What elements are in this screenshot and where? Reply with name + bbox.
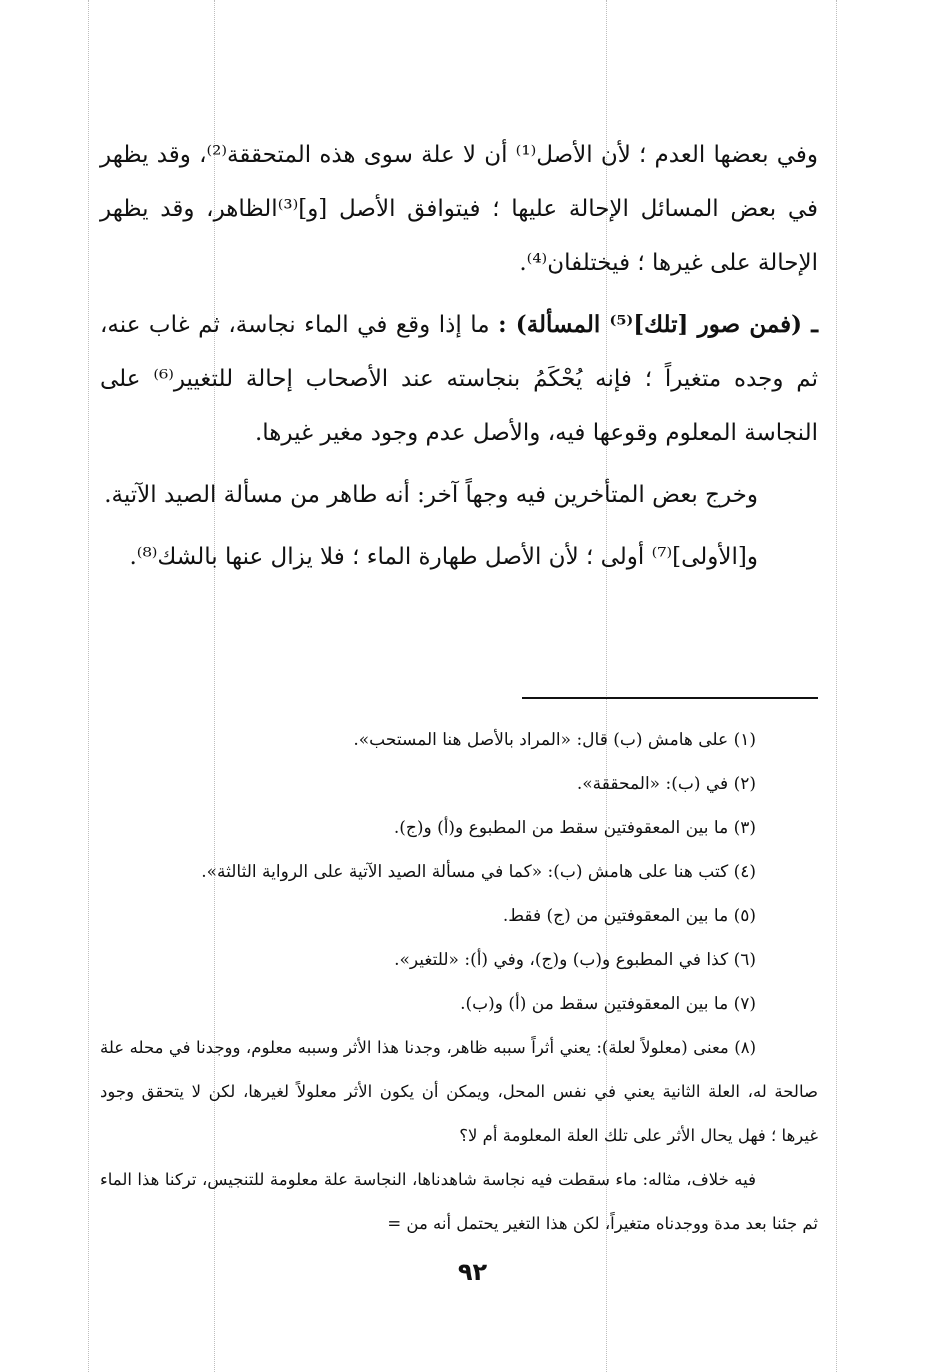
footnote-6: (٦) كذا في المطبوع و(ب) و(ج)، وفي (أ): «للتغير». bbox=[394, 950, 756, 970]
paragraph-1: وفي بعضها العدم ؛ لأن الأصل⁽¹⁾ أن لا علة سوى هذه المتحققة⁽²⁾، وقد يظهر في بعض المسائل الإحالة عليها ؛ فيتوافق الأصل [و]⁽³⁾الظاهر، وقد يظهر الإحالة على غيرها ؛ فيختلفان⁽⁴⁾. bbox=[100, 142, 818, 276]
footnote-separator bbox=[522, 697, 818, 699]
guide-line bbox=[88, 0, 89, 1372]
main-text bbox=[100, 128, 818, 592]
footnote-1: (١) على هامش (ب) قال: «المراد بالأصل هنا المستحب». bbox=[353, 730, 756, 750]
footnote-7: (٧) ما بين المعقوفتين سقط من (أ) و(ب). bbox=[460, 994, 756, 1014]
footnote-8-continued: فيه خلاف، مثاله: ماء سقطت فيه نجاسة شاهدناها، النجاسة علة معلومة للتنجيس، تركنا هذا الماء ثم جئنا بعد مدة ووجدناه متغيراً، لكن هذا التغير يحتمل أنه من = bbox=[100, 1170, 818, 1233]
paragraph-4: و[الأولى]⁽⁷⁾ أولى ؛ لأن الأصل طهارة الماء ؛ فلا يزال عنها بالشك⁽⁸⁾. bbox=[129, 544, 758, 570]
paragraph-3: وخرج بعض المتأخرين فيه وجهاً آخر: أنه طاهر من مسألة الصيد الآتية. bbox=[104, 482, 758, 508]
page-number: ٩٢ bbox=[457, 1258, 488, 1286]
paragraph-2 bbox=[100, 298, 818, 460]
paragraph-2-rest: ما إذا وقع في الماء نجاسة، ثم غاب عنه، ثم وجده متغيراً ؛ فإنه يُحْكَمُ بنجاسته عند الأصحاب إحالة للتغيير⁽⁶⁾ على النجاسة المعلوم وقوعها فيه، والأصل عدم وجود مغير غيرها. bbox=[100, 312, 818, 446]
footnote-4: (٤) كتب هنا على هامش (ب): «كما في مسألة الصيد الآتية على الرواية الثالثة». bbox=[201, 862, 756, 882]
footnotes bbox=[100, 718, 818, 1246]
paragraph-2-lead: ـ (فمن صور [تلك]⁽⁵⁾ المسألة) : bbox=[498, 311, 818, 338]
footnote-2: (٢) في (ب): «المحققة». bbox=[576, 774, 756, 794]
footnote-3: (٣) ما بين المعقوفتين سقط من المطبوع و(أ) و(ج). bbox=[393, 818, 756, 838]
footnote-5: (٥) ما بين المعقوفتين من (ج) فقط. bbox=[502, 906, 756, 926]
guide-line bbox=[836, 0, 837, 1372]
footnote-8: (٨) معنى (معلولاً لعلة): يعني أثراً سببه ظاهر، وجدنا هذا الأثر وسببه معلوم، ووجدنا في محله علة صالحة له، العلة الثانية يعني في نفس المحل، ويمكن أن يكون الأثر معلولاً لغيرها، لكن لا يتحقق وجود غيرها ؛ فهل يحال الأثر على تلك العلة المعلومة أم لا؟ bbox=[100, 1038, 818, 1145]
